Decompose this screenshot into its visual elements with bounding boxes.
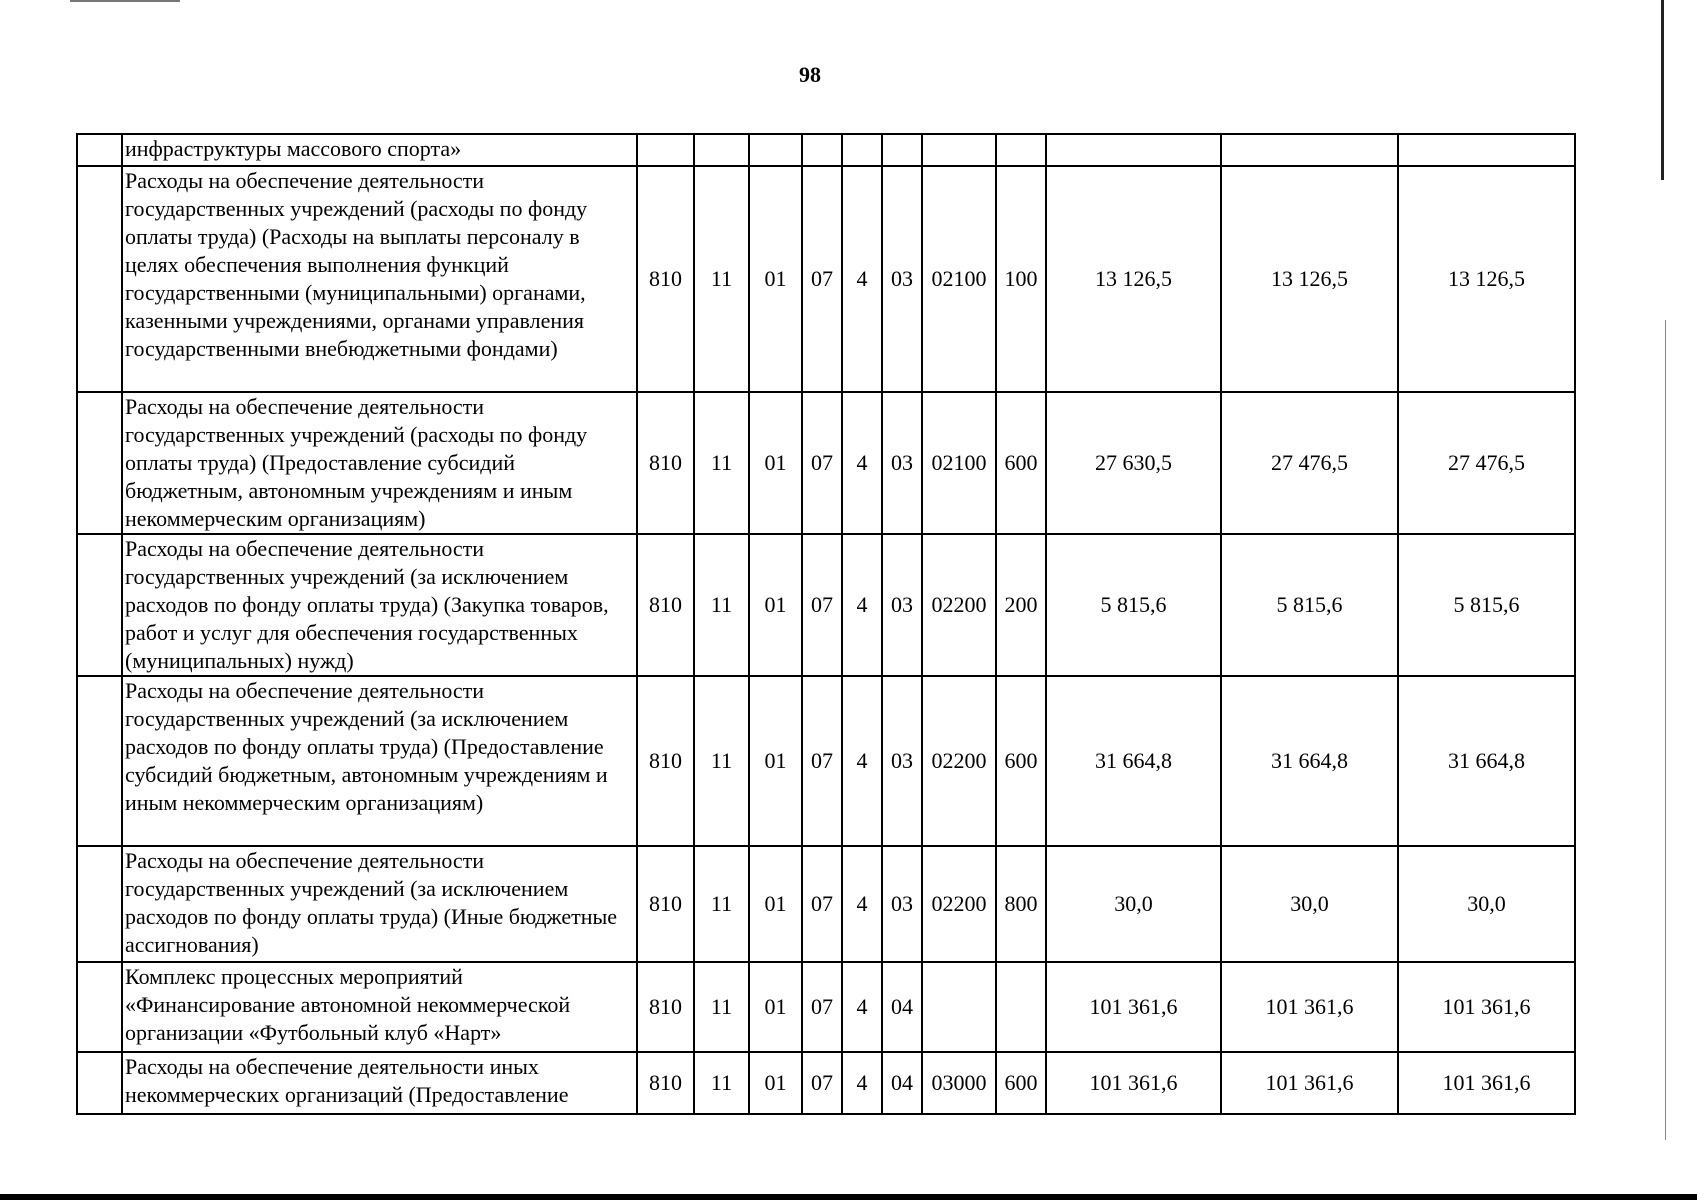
code-section-cell: 11 [694,962,749,1052]
description-cell: инфраструктуры массового спорта» [122,134,637,166]
budget-table [76,133,1576,1115]
code-ved-cell: 810 [637,676,694,846]
code-subsection-cell: 01 [749,166,802,392]
code-ved-cell: 810 [637,962,694,1052]
code-type-cell [842,134,882,166]
code-type-cell: 4 [842,962,882,1052]
code-subsection-cell [749,134,802,166]
code-expense-type-cell: 100 [996,166,1046,392]
code-ved-cell: 810 [637,846,694,962]
table-row [77,676,1575,846]
index-cell [77,846,122,962]
amount-year3-cell: 27 476,5 [1398,392,1575,534]
code-program-cell: 07 [802,962,842,1052]
code-expense-type-cell: 600 [996,392,1046,534]
code-program-cell: 07 [802,166,842,392]
scan-artifact-right [1661,0,1664,180]
code-ved-cell: 810 [637,534,694,676]
amount-year1-cell: 13 126,5 [1046,166,1221,392]
amount-year2-cell: 30,0 [1221,846,1398,962]
amount-year1-cell: 5 815,6 [1046,534,1221,676]
code-type-cell: 4 [842,846,882,962]
code-direction-cell: 02200 [922,534,996,676]
code-program-cell: 07 [802,1052,842,1114]
amount-year2-cell: 101 361,6 [1221,962,1398,1052]
amount-year1-cell: 27 630,5 [1046,392,1221,534]
code-expense-type-cell [996,962,1046,1052]
amount-year2-cell: 27 476,5 [1221,392,1398,534]
code-program-cell: 07 [802,534,842,676]
code-program-cell: 07 [802,676,842,846]
amount-year3-cell: 101 361,6 [1398,962,1575,1052]
table-row [77,846,1575,962]
code-subsection-cell: 01 [749,846,802,962]
amount-year3-cell: 13 126,5 [1398,166,1575,392]
code-complex-cell [882,134,922,166]
amount-year2-cell: 5 815,6 [1221,534,1398,676]
code-complex-cell: 04 [882,962,922,1052]
code-ved-cell [637,134,694,166]
index-cell [77,1052,122,1114]
table-row [77,392,1575,534]
code-direction-cell [922,134,996,166]
amount-year1-cell [1046,134,1221,166]
amount-year2-cell [1221,134,1398,166]
description-cell: Расходы на обеспечение деятельности государственных учреждений (расходы по фонду оплаты труда) (Предоставление субсидий бюджетным, автономным учреждениям и иным некоммерческим организациям) [122,392,637,534]
code-direction-cell: 02200 [922,846,996,962]
table-row [77,134,1575,166]
table-row [77,166,1575,392]
amount-year1-cell: 101 361,6 [1046,962,1221,1052]
code-ved-cell: 810 [637,1052,694,1114]
index-cell [77,962,122,1052]
description-cell: Расходы на обеспечение деятельности государственных учреждений (за исключением расходов по фонду оплаты труда) (Иные бюджетные ассигнования) [122,846,637,962]
description-cell: Расходы на обеспечение деятельности иных некоммерческих организаций (Предоставление [122,1052,637,1114]
amount-year3-cell: 101 361,6 [1398,1052,1575,1114]
code-section-cell: 11 [694,392,749,534]
amount-year1-cell: 30,0 [1046,846,1221,962]
scan-artifact-bottom [0,1194,1697,1200]
index-cell [77,392,122,534]
code-expense-type-cell: 600 [996,1052,1046,1114]
scan-artifact-right-thin [1665,320,1666,1140]
code-subsection-cell: 01 [749,1052,802,1114]
code-subsection-cell: 01 [749,392,802,534]
code-type-cell: 4 [842,676,882,846]
code-section-cell: 11 [694,846,749,962]
code-expense-type-cell: 600 [996,676,1046,846]
code-section-cell: 11 [694,676,749,846]
code-complex-cell: 03 [882,166,922,392]
code-complex-cell: 03 [882,534,922,676]
code-expense-type-cell: 800 [996,846,1046,962]
code-section-cell: 11 [694,166,749,392]
amount-year3-cell: 31 664,8 [1398,676,1575,846]
index-cell [77,166,122,392]
amount-year2-cell: 101 361,6 [1221,1052,1398,1114]
description-cell: Расходы на обеспечение деятельности государственных учреждений (расходы по фонду оплаты труда) (Расходы на выплаты персоналу в целях обеспечения выполнения функций государственными (муниципальными) органами, казенными учреждениями, органами управления государственными внебюджетными фондами) [122,166,637,392]
description-cell: Расходы на обеспечение деятельности государственных учреждений (за исключением расходов по фонду оплаты труда) (Закупка товаров, работ и услуг для обеспечения государственных (муниципальных) нужд) [122,534,637,676]
amount-year2-cell: 13 126,5 [1221,166,1398,392]
code-section-cell: 11 [694,1052,749,1114]
code-section-cell: 11 [694,534,749,676]
code-direction-cell: 02100 [922,166,996,392]
code-type-cell: 4 [842,534,882,676]
code-ved-cell: 810 [637,392,694,534]
code-complex-cell: 03 [882,846,922,962]
code-direction-cell: 02100 [922,392,996,534]
code-program-cell [802,134,842,166]
code-direction-cell [922,962,996,1052]
index-cell [77,534,122,676]
amount-year1-cell: 101 361,6 [1046,1052,1221,1114]
code-complex-cell: 03 [882,676,922,846]
amount-year3-cell [1398,134,1575,166]
amount-year3-cell: 30,0 [1398,846,1575,962]
code-type-cell: 4 [842,392,882,534]
table-row [77,534,1575,676]
code-program-cell: 07 [802,392,842,534]
index-cell [77,134,122,166]
code-subsection-cell: 01 [749,962,802,1052]
index-cell [77,676,122,846]
code-type-cell: 4 [842,166,882,392]
page-number: 98 [799,62,821,87]
code-section-cell [694,134,749,166]
amount-year3-cell: 5 815,6 [1398,534,1575,676]
code-expense-type-cell: 200 [996,534,1046,676]
code-ved-cell: 810 [637,166,694,392]
code-direction-cell: 02200 [922,676,996,846]
code-type-cell: 4 [842,1052,882,1114]
code-subsection-cell: 01 [749,676,802,846]
code-program-cell: 07 [802,846,842,962]
description-cell: Комплекс процессных мероприятий «Финансирование автономной некоммерческой организации «Футбольный клуб «Нарт» [122,962,637,1052]
code-direction-cell: 03000 [922,1052,996,1114]
amount-year2-cell: 31 664,8 [1221,676,1398,846]
code-expense-type-cell [996,134,1046,166]
amount-year1-cell: 31 664,8 [1046,676,1221,846]
table-body [77,134,1575,1114]
code-complex-cell: 03 [882,392,922,534]
code-subsection-cell: 01 [749,534,802,676]
scan-artifact-top [70,0,180,2]
table-row [77,1052,1575,1114]
description-cell: Расходы на обеспечение деятельности государственных учреждений (за исключением расходов по фонду оплаты труда) (Предоставление субсидий бюджетным, автономным учреждениям и иным некоммерческим организациям) [122,676,637,846]
code-complex-cell: 04 [882,1052,922,1114]
table-row [77,962,1575,1052]
